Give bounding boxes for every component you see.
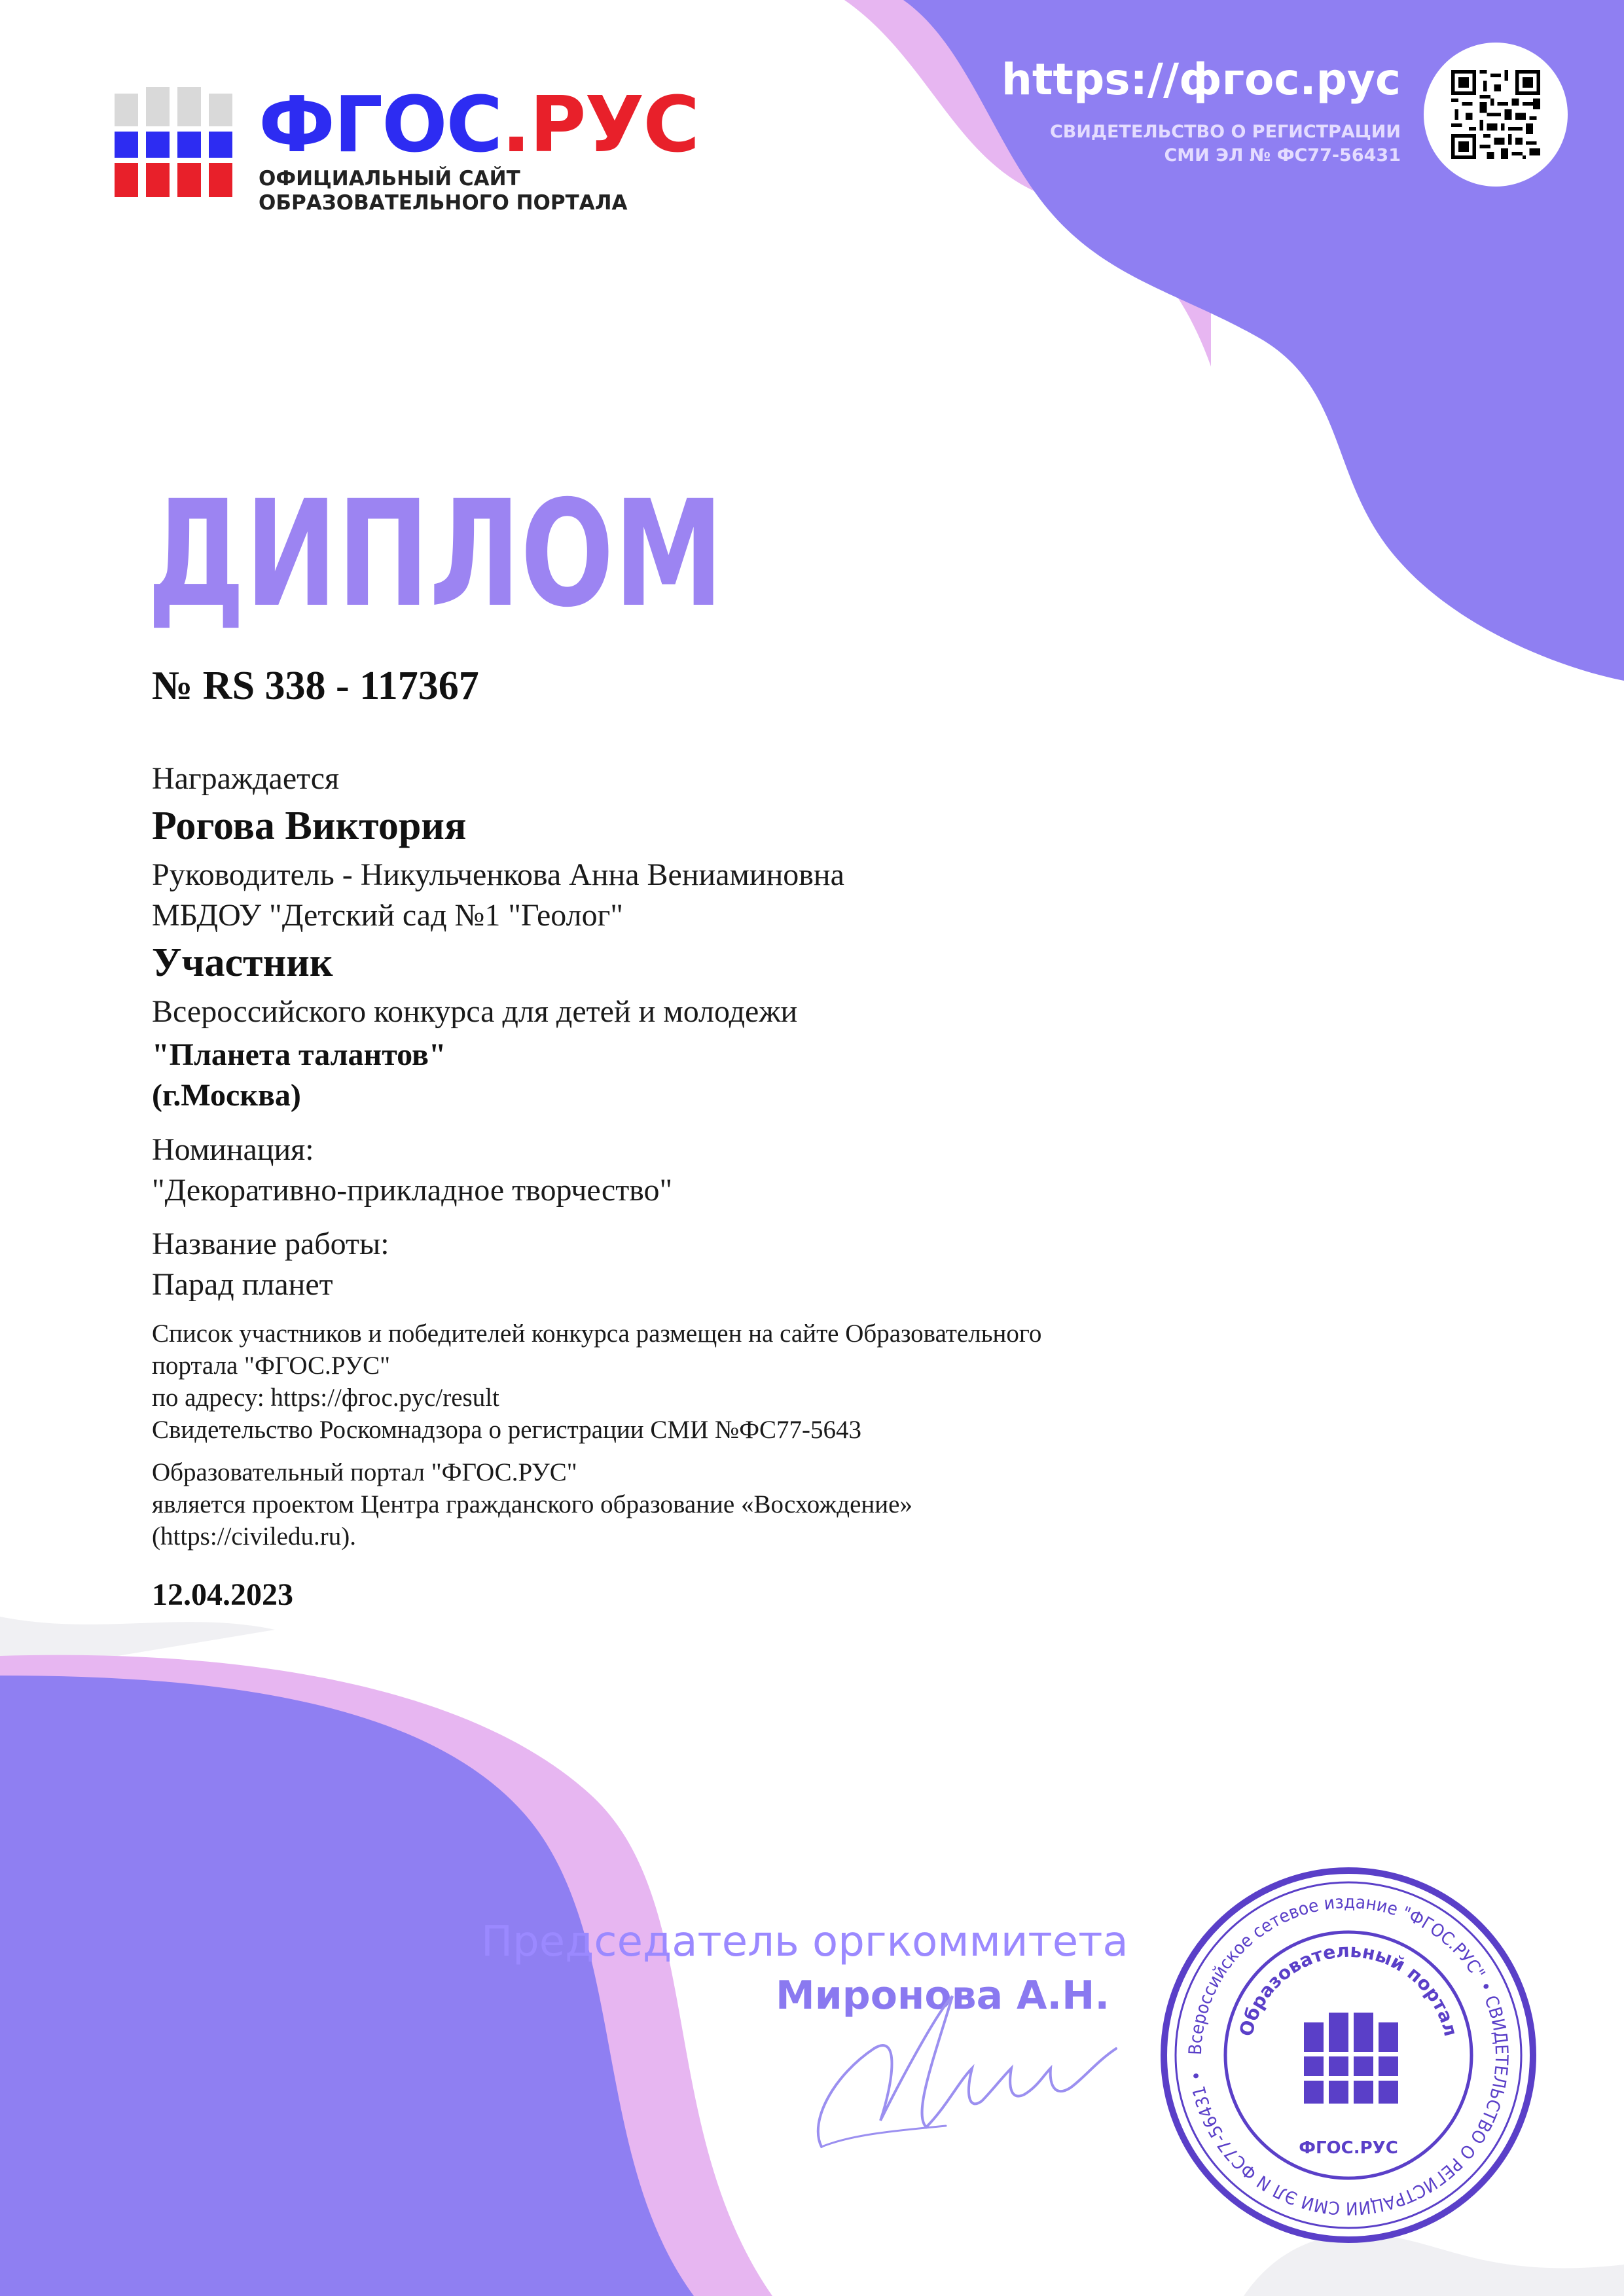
- seal-bottom-text: ФГОС.РУС: [1299, 2138, 1398, 2158]
- qr-badge[interactable]: [1424, 43, 1568, 187]
- awarded-label: Награждается: [152, 761, 340, 796]
- diploma-title: [147, 469, 802, 639]
- svg-text:ДИПЛОМ: ДИПЛОМ: [147, 469, 723, 639]
- registration-line-1: СВИДЕТЕЛЬСТВО О РЕГИСТРАЦИИ: [1049, 122, 1401, 142]
- recipient-name: Рогова Виктория: [152, 804, 467, 848]
- nomination-value: "Декоративно-прикладное творчество": [152, 1173, 673, 1208]
- site-url[interactable]: https://фгос.рус: [1001, 54, 1401, 105]
- project-line: является проектом Центра гражданского образование «Восхождение»: [152, 1490, 912, 1518]
- handwritten-signature: [795, 1970, 1123, 2166]
- qr-code-icon: [1451, 70, 1540, 159]
- work-title-label: Название работы:: [152, 1227, 389, 1261]
- result-link[interactable]: по адресу: https://фгос.рус/result: [152, 1384, 499, 1412]
- supervisor: Руководитель - Никульченкова Анна Вениаминовна: [152, 857, 844, 892]
- building-logo-icon: [115, 82, 232, 200]
- bottom-left-purple-wave: [0, 1676, 694, 2296]
- logo-subtitle-1: ОФИЦИАЛЬНЫЙ САЙТ: [259, 167, 520, 190]
- logo-subtitle-2: ОБРАЗОВАТЕЛЬНОГО ПОРТАЛА: [259, 191, 628, 215]
- diploma-number: № RS 338 - 117367: [152, 664, 479, 708]
- nomination-label: Номинация:: [152, 1132, 314, 1167]
- work-title: Парад планет: [152, 1267, 333, 1302]
- registration-line-2: СМИ ЭЛ № ФС77-56431: [1164, 145, 1401, 166]
- official-seal: [1159, 1865, 1538, 2245]
- seal-outer-text: Всероссийское сетевое издание "ФГОС.РУС" • СВИДЕТЕЛЬСТВО О РЕГИСТРАЦИИ СМИ ЭЛ N ФС77-56431 •: [1185, 1892, 1512, 2219]
- signature-name: Миронова А.Н.: [776, 1973, 1110, 2018]
- project-line: Образовательный портал "ФГОС.РУС": [152, 1458, 577, 1486]
- info-line: Список участников и победителей конкурса размещен на сайте Образовательного: [152, 1319, 1042, 1348]
- signature-title: Председатель оргкоммитета: [481, 1918, 1128, 1966]
- seal-inner-text: Образовательный портал: [1235, 1939, 1462, 2039]
- logo-title: ФГОС.РУС: [259, 79, 699, 170]
- issue-date: 12.04.2023: [152, 1577, 293, 1612]
- info-line: Свидетельство Роскомнадзора о регистрации СМИ №ФС77-5643: [152, 1416, 862, 1444]
- participant-status: Участник: [152, 941, 333, 985]
- contest-description: Всероссийского конкурса для детей и молодежи: [152, 994, 798, 1029]
- info-line: портала "ФГОС.РУС": [152, 1352, 391, 1380]
- project-link[interactable]: (https://civiledu.ru).: [152, 1522, 356, 1551]
- contest-name: "Планета талантов": [152, 1037, 446, 1072]
- contest-city: (г.Москва): [152, 1078, 301, 1113]
- institution: МБДОУ "Детский сад №1 "Геолог": [152, 898, 623, 933]
